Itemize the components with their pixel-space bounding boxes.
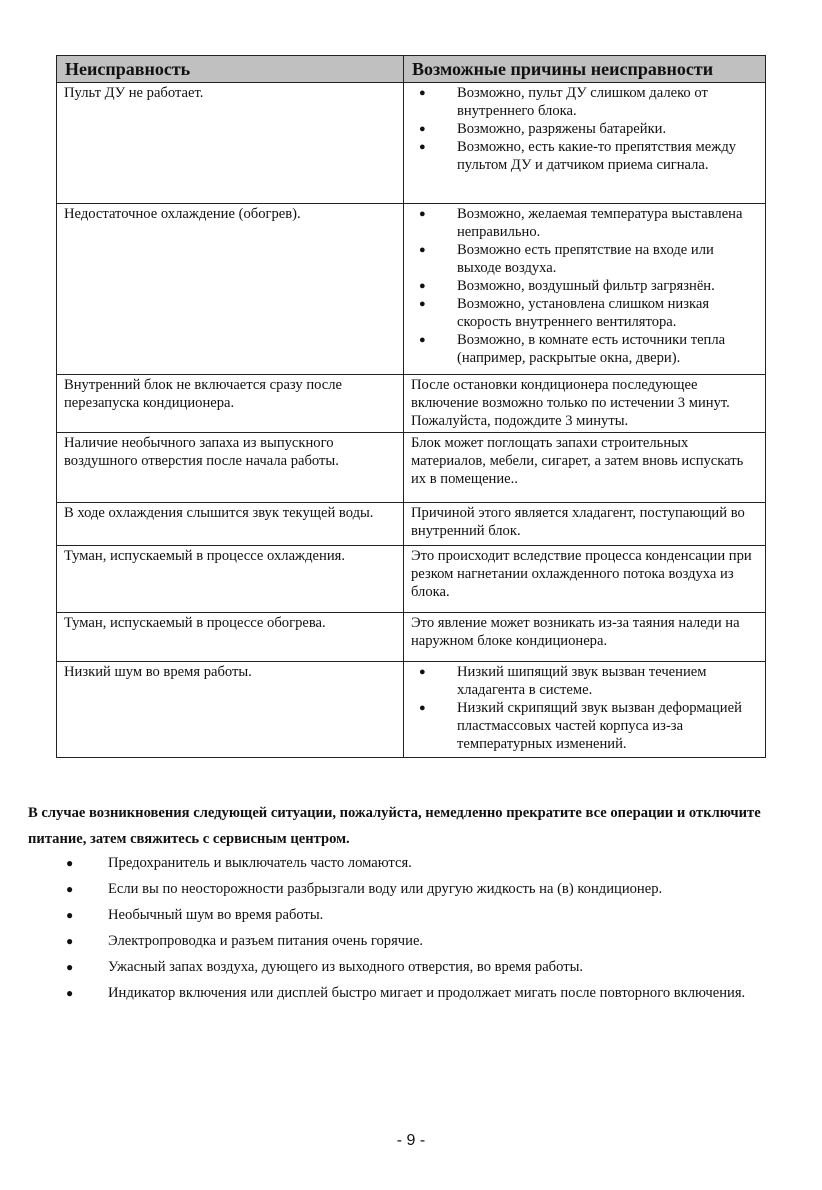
problem-cell: В ходе охлаждения слышится звук текущей воды. — [57, 503, 404, 546]
cause-item: ● Низкий скрипящий звук вызван деформацией пластмассовых частей корпуса из-за температурных изменений. — [411, 699, 759, 753]
table-row — [57, 546, 766, 613]
warning-paragraph: В случае возникновения следующей ситуации, пожалуйста, немедленно прекратите все операции и отключите питание, затем свяжитесь с сервисным центром. — [28, 805, 761, 847]
table-row — [57, 503, 766, 546]
problem-cell: Наличие необычного запаха из выпускного воздушного отверстия после начала работы. — [57, 433, 404, 503]
cause-cell: Блок может поглощать запахи строительных материалов, мебели, сигарет, а затем вновь испускать их в помещение.. — [404, 433, 766, 503]
problem-cell: Низкий шум во время работы. — [57, 662, 404, 758]
troubleshooting-table — [56, 55, 766, 758]
table-row — [57, 613, 766, 662]
cause-item: ● Возможно, установлена слишком низкая скорость внутреннего вентилятора. — [411, 295, 759, 331]
list-item: ● Ужасный запах воздуха, дующего из выходного отверстия, во время работы. — [28, 954, 788, 980]
problem-cell: Туман, испускаемый в процессе охлаждения. — [57, 546, 404, 613]
cause-item: ● Возможно, воздушный фильтр загрязнён. — [411, 277, 759, 295]
table-header — [57, 56, 766, 83]
problem-cell: Туман, испускаемый в процессе обогрева. — [57, 613, 404, 662]
list-item: ● Индикатор включения или дисплей быстро мигает и продолжает мигать после повторного включения. — [28, 980, 788, 1006]
list-item: ● Предохранитель и выключатель часто ломаются. — [28, 850, 788, 876]
list-item: ● Электропроводка и разъем питания очень горячие. — [28, 928, 788, 954]
cause-item: ● Возможно, пульт ДУ слишком далеко от внутреннего блока. — [411, 84, 759, 120]
cause-cell: Причиной этого является хладагент, поступающий во внутренний блок. — [404, 503, 766, 546]
page-number: - 9 - — [396, 1132, 426, 1149]
table-row — [57, 433, 766, 503]
table-row — [57, 662, 766, 758]
list-item: ● Необычный шум во время работы. — [28, 902, 788, 928]
cause-item: ● Низкий шипящий звук вызван течением хладагента в системе. — [411, 663, 759, 699]
cause-item: ● Возможно, разряжены батарейки. — [411, 120, 759, 138]
table-row — [57, 375, 766, 433]
emergency-list — [28, 850, 788, 1006]
cause-cell: После остановки кондиционера последующее включение возможно только по истечении 3 минут. Пожалуйста, подождите 3 минуты. — [404, 375, 766, 433]
cause-item: ● Возможно, желаемая температура выставлена неправильно. — [411, 205, 759, 241]
header-problem: Неисправность — [57, 56, 404, 83]
cause-cell: Это происходит вследствие процесса конденсации при резком нагнетании охлажденного потока воздуха из блока. — [404, 546, 766, 613]
header-causes: Возможные причины неисправности — [404, 56, 766, 83]
cause-item: ● Возможно, есть какие-то препятствия между пультом ДУ и датчиком приема сигнала. — [411, 138, 759, 174]
table-row — [57, 204, 766, 375]
problem-cell: Пульт ДУ не работает. — [57, 83, 404, 204]
cause-item: ● Возможно есть препятствие на входе или выходе воздуха. — [411, 241, 759, 277]
list-item: ● Если вы по неосторожности разбрызгали воду или другую жидкость на (в) кондиционер. — [28, 876, 788, 902]
problem-cell: Недостаточное охлаждение (обогрев). — [57, 204, 404, 375]
problem-cell: Внутренний блок не включается сразу после перезапуска кондиционера. — [57, 375, 404, 433]
cause-item: ● Возможно, в комнате есть источники тепла (например, раскрытые окна, двери). — [411, 331, 759, 367]
cause-cell: Это явление может возникать из-за таяния наледи на наружном блоке кондиционера. — [404, 613, 766, 662]
table-row — [57, 83, 766, 204]
